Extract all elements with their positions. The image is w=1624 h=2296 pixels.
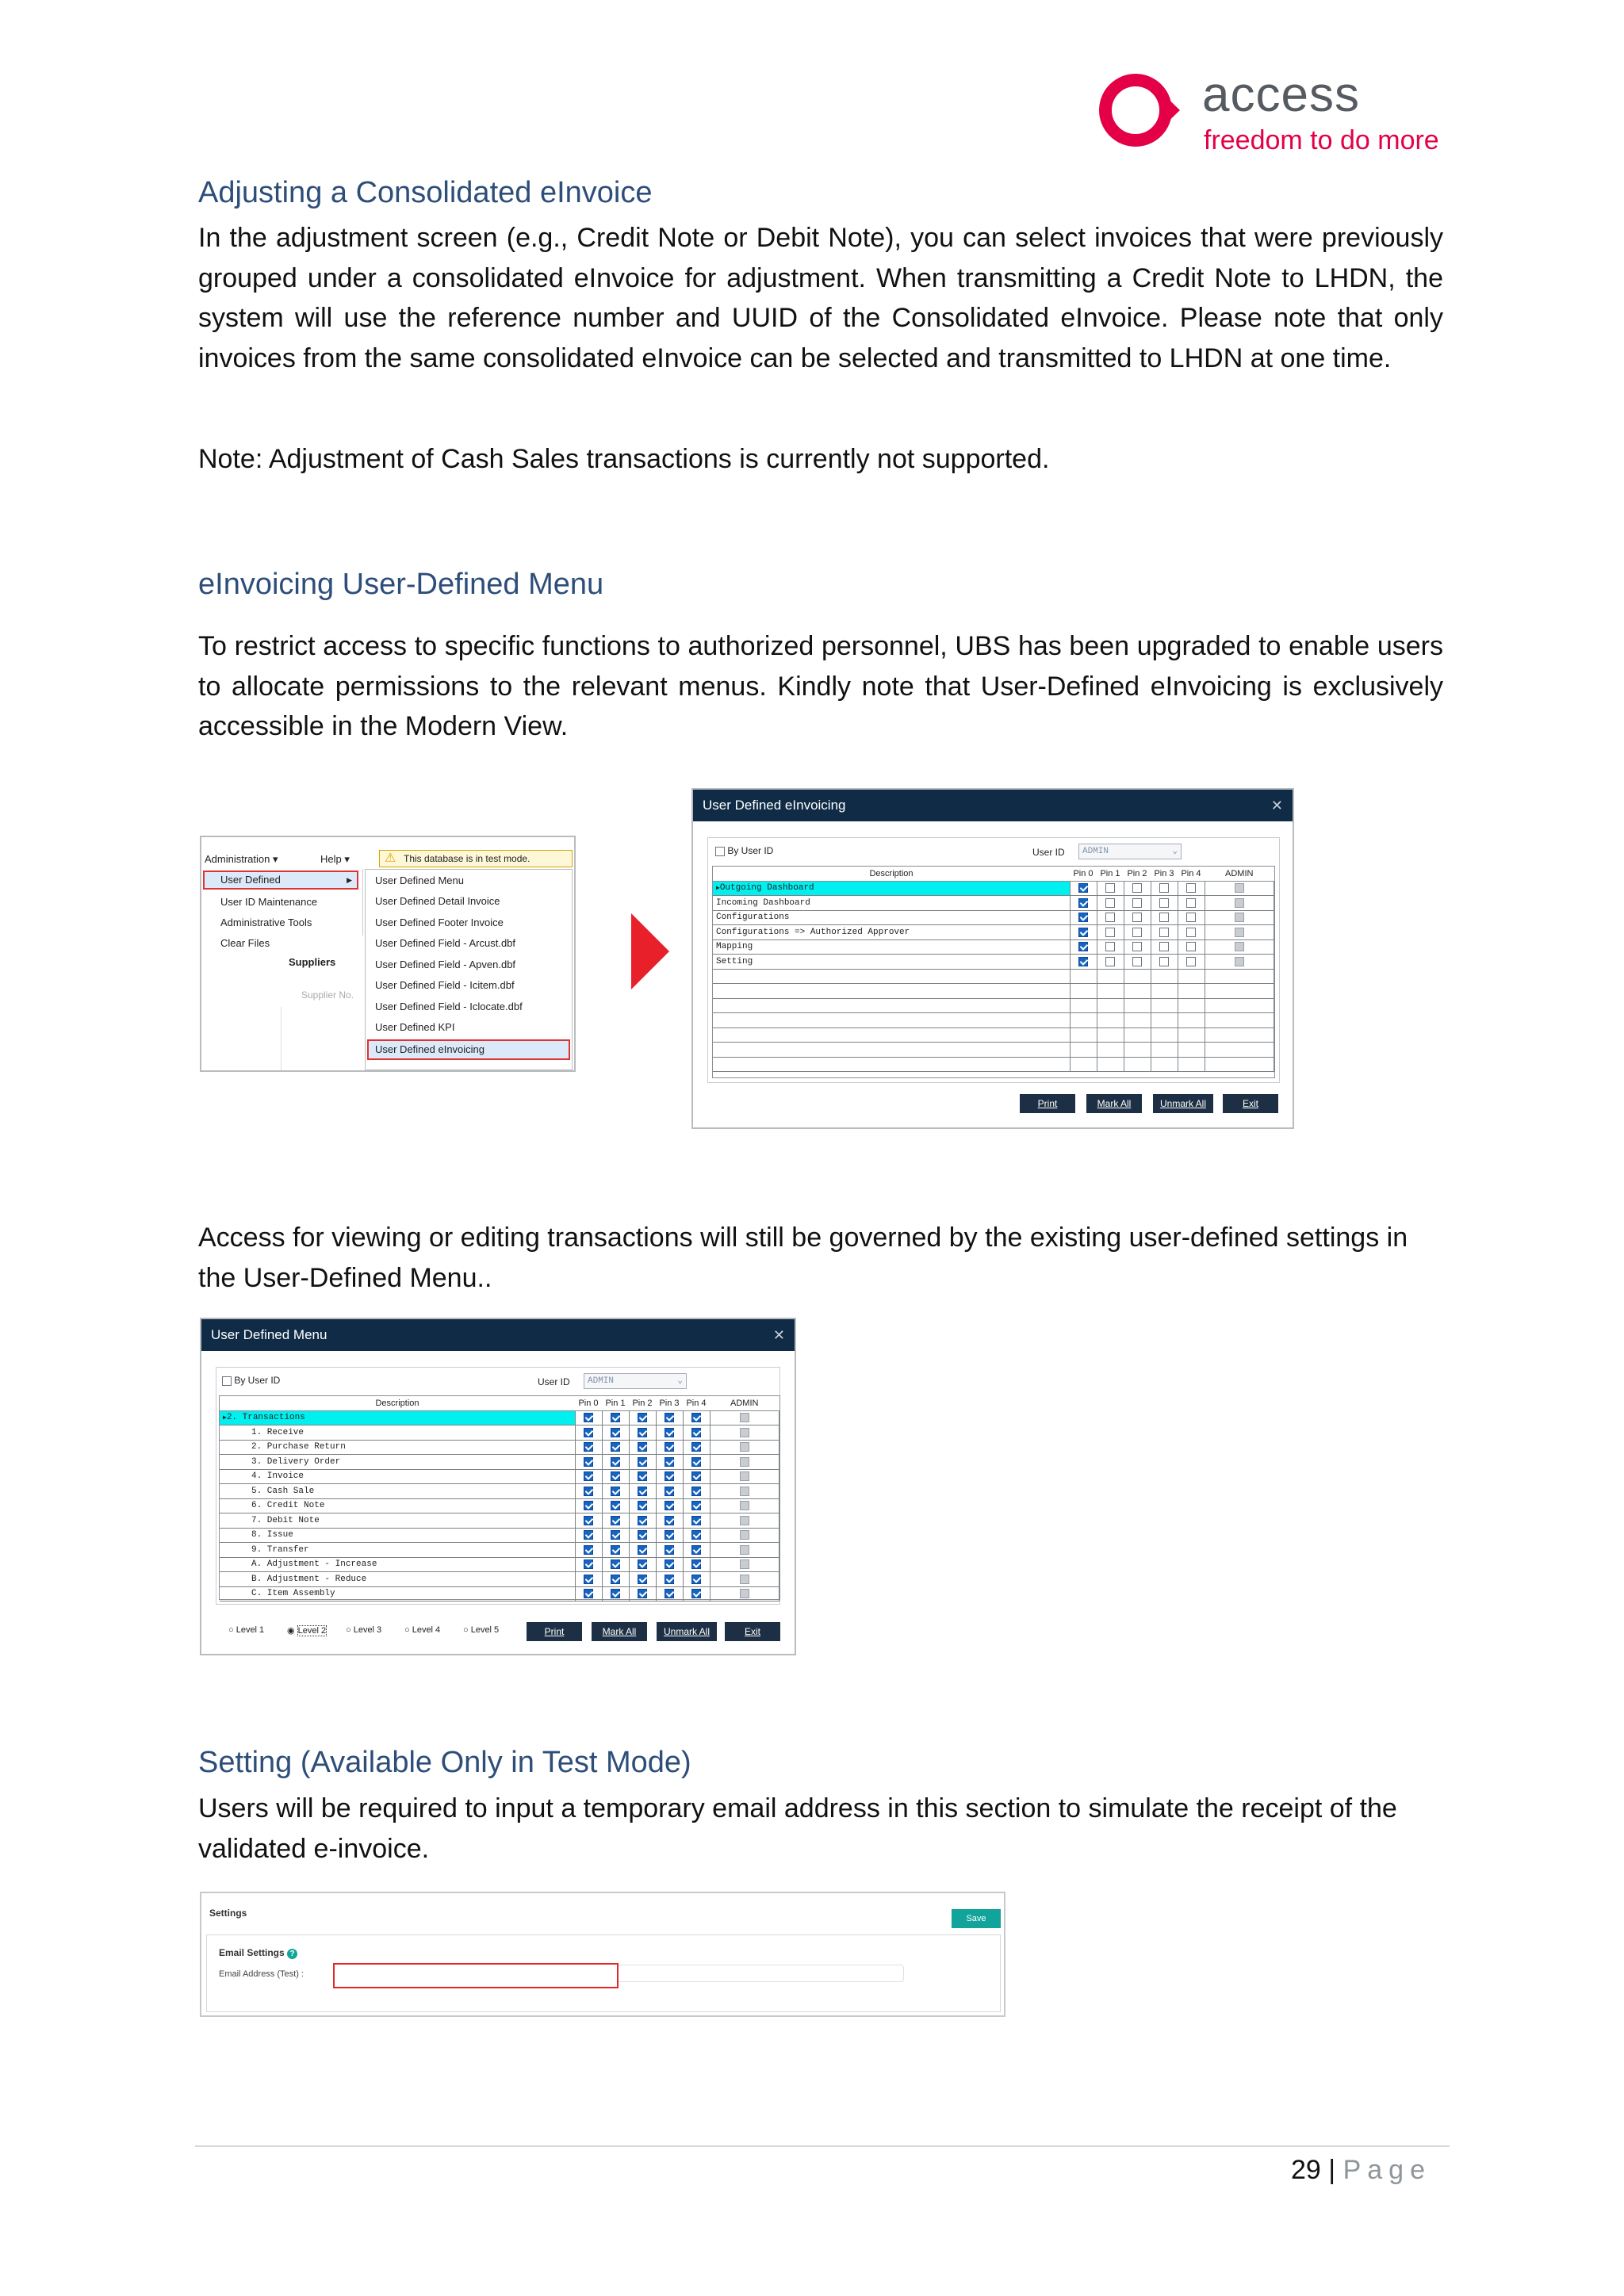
menu-user-defined-menu[interactable]: User Defined Menu [375,874,464,886]
table-row[interactable]: A. Adjustment - Increase [220,1557,779,1572]
table-row[interactable]: Setting [713,955,1274,970]
table-row[interactable]: Mapping [713,939,1274,955]
table-row[interactable]: 6. Credit Note [220,1498,779,1513]
table-row[interactable]: ▶Outgoing Dashboard [713,881,1274,896]
para-access-viewing: Access for viewing or editing transactions will still be governed by the existing user-defined settings in the User-Defined Menu.. [198,1223,1408,1293]
logo-tagline: freedom to do more [1204,125,1439,155]
menu-field-iclocate[interactable]: User Defined Field - Iclocate.dbf [375,1001,523,1012]
settings-screenshot [200,1892,1005,2017]
warning-icon: ⚠ [385,851,396,865]
admin-submenu [201,869,363,949]
para-einvoicing-menu: To restrict access to specific functions to authorized personnel, UBS has been upgraded to enable users to allocate permissions to the relevant menus. Kindly note that User-Defined eInvoicing is exclusively accessible in the Modern View. [198,631,1443,741]
chevron-down-icon: ⌄ [1172,847,1178,856]
email-address-label: Email Address (Test) : [219,1969,304,1979]
level-5-radio[interactable]: ○ Level 5 [463,1625,500,1635]
table-row[interactable]: Configurations => Authorized Approver [713,925,1274,940]
by-user-id-checkbox[interactable]: By User ID [715,845,773,856]
menu-clear-files[interactable]: Clear Files [220,937,270,949]
mark-all-button[interactable]: Mark All [1086,1094,1142,1113]
table-row[interactable]: 7. Debit Note [220,1513,779,1529]
save-button[interactable]: Save [952,1909,1001,1928]
udm-window-title: User Defined Menu ✕ [201,1319,795,1351]
email-settings-label: Email Settings ? [219,1947,297,1959]
test-mode-banner: ⚠ This database is in test mode. [379,850,573,867]
table-row[interactable]: B. Adjustment - Reduce [220,1572,779,1587]
print-button[interactable]: Print [1020,1094,1075,1113]
level-3-radio[interactable]: ○ Level 3 [346,1625,382,1635]
menu-user-id-maintenance[interactable]: User ID Maintenance [220,896,318,908]
chevron-down-icon: ⌄ [677,1376,683,1386]
menu-user-defined-kpi[interactable]: User Defined KPI [375,1021,455,1033]
table-row[interactable]: ▶2. Transactions [220,1410,779,1425]
close-icon[interactable]: ✕ [1270,798,1283,813]
table-row[interactable]: 9. Transfer [220,1543,779,1558]
level-4-radio[interactable]: ○ Level 4 [404,1625,441,1635]
menu-detail-invoice[interactable]: User Defined Detail Invoice [375,895,500,907]
para-setting: Users will be required to input a temporary email address in this section to simulate the receipt of the validated e-invoice. [198,1793,1397,1864]
user-id-select[interactable]: ADMIN ⌄ [584,1373,687,1389]
menu-help[interactable]: Help ▾ [320,853,350,865]
exit-button[interactable]: Exit [725,1622,780,1641]
einvoicing-window-title: User Defined eInvoicing ✕ [693,790,1293,821]
einvoicing-grid: Description Pin 0 Pin 1 Pin 2 Pin 3 Pin 4 ADMIN ▶Outgoing Dashboard Incoming Dashboard Configurations Configurations => Authorized Approver Mapping Setting [712,866,1275,1078]
heading-adjusting-consolidated: Adjusting a Consolidated eInvoice [198,176,653,209]
menu-field-arcust[interactable]: User Defined Field - Arcust.dbf [375,937,516,949]
heading-einvoicing-menu: eInvoicing User-Defined Menu [198,568,604,601]
unmark-all-button[interactable]: Unmark All [1153,1094,1213,1113]
menu-footer-invoice[interactable]: User Defined Footer Invoice [375,916,504,928]
level-2-radio[interactable]: ◉ Level 2 [287,1626,327,1636]
menu-field-icitem[interactable]: User Defined Field - Icitem.dbf [375,979,515,991]
footer-divider [195,2145,1450,2147]
table-row[interactable]: 1. Receive [220,1425,779,1441]
table-row[interactable]: Configurations [713,910,1274,925]
exit-button[interactable]: Exit [1223,1094,1278,1113]
logo-word: access [1202,67,1360,122]
access-logo-icon [1094,67,1182,154]
access-logo [1094,63,1451,159]
email-address-input[interactable] [333,1963,619,1988]
table-row[interactable]: 3. Delivery Order [220,1455,779,1470]
heading-setting-test-mode: Setting (Available Only in Test Mode) [198,1746,691,1779]
bg-suppliers-label: Suppliers [289,956,336,968]
print-button[interactable]: Print [527,1622,582,1641]
udm-grid: Description Pin 0 Pin 1 Pin 2 Pin 3 Pin 4 ADMIN ▶2. Transactions 1. Receive 2. Purchase Return 3. Delivery Order 4. Invoice 5. Cash Sale 6. Credit Note 7. Debit Note 8. Issue 9. Transfer A. Adjustment - Increase B. Adjustment - Reduce C. Item Assembly [219,1395,780,1600]
menu-user-defined[interactable]: User Defined ▶ [203,871,358,890]
user-id-label: User ID [538,1376,570,1387]
para-adjusting: In the adjustment screen (e.g., Credit Note or Debit Note), you can select invoices that were previously grouped under a consolidated eInvoice for adjustment. When transmitting a Credit Note to LHDN, the system will use the reference number and UUID of the Consolidated eInvoice. Please note that only invoices from the same consolidated eInvoice can be selected and transmitted to LHDN at one time. [198,223,1443,373]
menu-field-apven[interactable]: User Defined Field - Apven.dbf [375,959,516,970]
bg-supplier-no-label: Supplier No. [301,989,354,1001]
table-row[interactable]: 5. Cash Sale [220,1484,779,1499]
page-number: 29 | Page [1291,2155,1431,2185]
menu-user-defined-einvoicing[interactable]: User Defined eInvoicing [367,1039,570,1060]
table-row[interactable]: Incoming Dashboard [713,896,1274,911]
table-row[interactable]: 2. Purchase Return [220,1440,779,1455]
user-defined-submenu [365,869,573,1070]
table-row[interactable]: 4. Invoice [220,1469,779,1484]
arrow-right-icon [631,913,669,989]
unmark-all-button[interactable]: Unmark All [657,1622,717,1641]
user-id-select[interactable]: ADMIN ⌄ [1078,844,1182,859]
help-icon: ? [287,1949,297,1959]
table-row[interactable]: 8. Issue [220,1528,779,1543]
close-icon[interactable]: ✕ [772,1327,785,1343]
user-id-label: User ID [1032,847,1065,858]
user-defined-menu-window [200,1318,796,1655]
menu-administration[interactable]: Administration ▾ [205,853,278,865]
level-1-radio[interactable]: ○ Level 1 [228,1625,265,1635]
table-row[interactable]: C. Item Assembly [220,1586,779,1601]
menu-administrative-tools[interactable]: Administrative Tools [220,916,312,928]
by-user-id-checkbox[interactable]: By User ID [222,1375,280,1386]
para-note-cash-sales: Note: Adjustment of Cash Sales transactions is currently not supported. [198,444,1050,474]
menu-screenshot [200,836,576,1072]
mark-all-button[interactable]: Mark All [592,1622,647,1641]
settings-title: Settings [209,1908,247,1919]
einvoicing-window [691,788,1294,1129]
